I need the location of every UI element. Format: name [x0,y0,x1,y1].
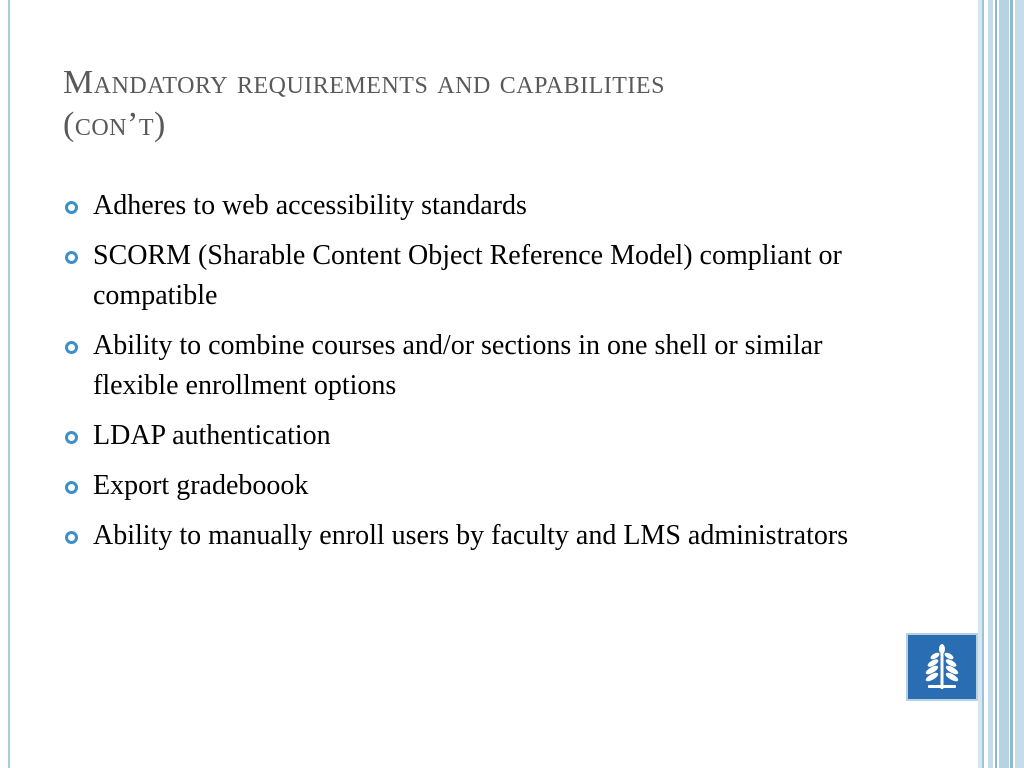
bullet-text: Adheres to web accessibility standards [93,190,527,221]
decor-stripe [995,0,997,768]
decor-stripe [988,0,993,768]
bullet-list [63,186,883,566]
decor-stripe [1015,0,1024,768]
bullet-item [63,326,883,406]
ring-bullet-icon [65,341,78,354]
ring-bullet-icon [65,481,78,494]
wheat-emblem-icon [906,633,978,701]
bullet-text: Export gradeboook [93,470,309,501]
bullet-item [63,516,883,556]
bullet-text: Ability to manually enroll users by faculty and LMS administrators [93,520,849,551]
ring-bullet-icon [65,251,78,264]
decor-stripe [982,0,984,768]
ring-bullet-icon [65,431,78,444]
bullet-item [63,466,883,506]
ring-bullet-icon [65,531,78,544]
bullet-text: Ability to combine courses and/or sections in one shell or similar flexible enrollment options [93,330,823,401]
decor-stripe [999,0,1009,768]
slide-title [63,62,913,146]
left-border-line [8,0,10,768]
bullet-item [63,186,883,226]
title-line-2: (con’t) [63,106,166,143]
bullet-item [63,416,883,456]
title-line-1: Mandatory requirements and capabilities [63,64,665,101]
bullet-text: SCORM (Sharable Content Object Reference Model) compliant or compatible [93,240,842,311]
decor-stripe [1010,0,1013,768]
wheat-emblem-graphic [908,635,976,699]
bullet-item [63,236,883,316]
ring-bullet-icon [65,201,78,214]
bullet-text: LDAP authentication [93,420,331,451]
